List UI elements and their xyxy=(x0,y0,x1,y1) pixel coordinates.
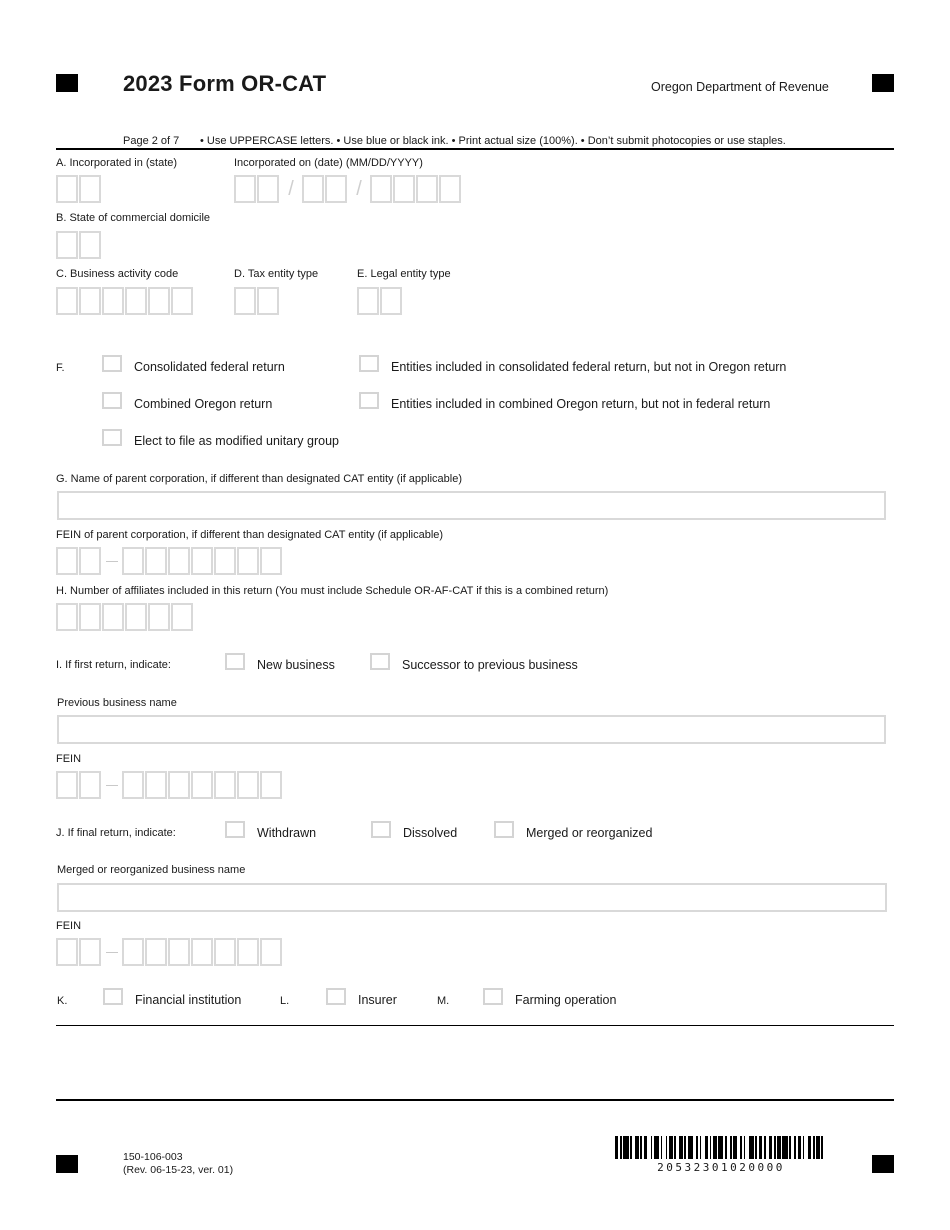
financial-institution-checkbox[interactable] xyxy=(103,988,123,1005)
section-l-label: L. xyxy=(280,995,290,1007)
registration-mark-bottom-left xyxy=(56,1155,78,1173)
date-separator: / xyxy=(356,178,362,200)
commercial-domicile-input[interactable] xyxy=(56,231,102,259)
modified-unitary-label: Elect to file as modified unitary group xyxy=(134,434,339,448)
parent-fein-label: FEIN of parent corporation, if different than designated CAT entity (if applicable) xyxy=(56,529,444,541)
parent-fein-input[interactable] xyxy=(56,547,283,575)
merged-reorganized-label: Merged or reorganized xyxy=(526,826,653,840)
registration-mark-top-left xyxy=(56,74,78,92)
previous-business-name-input[interactable] xyxy=(57,715,886,744)
business-activity-code-label: C. Business activity code xyxy=(56,268,179,280)
form-revision: (Rev. 06-15-23, ver. 01) xyxy=(123,1164,234,1176)
barcode xyxy=(615,1136,827,1159)
successor-business-label: Successor to previous business xyxy=(402,658,578,672)
modified-unitary-checkbox[interactable] xyxy=(102,429,122,446)
registration-mark-top-right xyxy=(872,74,894,92)
form-number: 150-106-003 xyxy=(123,1151,183,1163)
merged-fein-input[interactable] xyxy=(56,938,283,966)
business-activity-code-input[interactable] xyxy=(56,287,194,315)
entities-consolidated-label: Entities included in consolidated federal return, but not in Oregon return xyxy=(391,360,787,374)
commercial-domicile-label: B. State of commercial domicile xyxy=(56,212,211,224)
consolidated-federal-label: Consolidated federal return xyxy=(134,360,285,374)
first-return-label: I. If first return, indicate: xyxy=(56,659,171,671)
affiliates-count-label: H. Number of affiliates included in this return (You must include Schedule OR-AF-CAT if this is a combined return) xyxy=(56,585,609,597)
affiliates-count-input[interactable] xyxy=(56,603,194,631)
combined-oregon-label: Combined Oregon return xyxy=(134,397,273,411)
section-f-label: F. xyxy=(56,362,65,374)
section-k-label: K. xyxy=(57,995,68,1007)
barcode-bar xyxy=(823,1136,826,1159)
incorporated-date-input[interactable] xyxy=(234,175,462,203)
legal-entity-type-input[interactable] xyxy=(357,287,403,315)
withdrawn-checkbox[interactable] xyxy=(225,821,245,838)
entities-combined-checkbox[interactable] xyxy=(359,392,379,409)
tax-entity-type-input[interactable] xyxy=(234,287,280,315)
registration-mark-bottom-right xyxy=(872,1155,894,1173)
legal-entity-type-label: E. Legal entity type xyxy=(357,268,451,280)
dissolved-checkbox[interactable] xyxy=(371,821,391,838)
entities-combined-label: Entities included in combined Oregon return, but not in federal return xyxy=(391,397,771,411)
date-separator: / xyxy=(288,178,294,200)
merged-fein-label: FEIN xyxy=(56,920,82,932)
section-m-label: M. xyxy=(437,995,450,1007)
new-business-label: New business xyxy=(257,658,335,672)
section-end-rule xyxy=(56,1025,894,1026)
final-return-label: J. If final return, indicate: xyxy=(56,827,176,839)
merged-reorganized-checkbox[interactable] xyxy=(494,821,514,838)
entities-consolidated-checkbox[interactable] xyxy=(359,355,379,372)
instructions: • Use UPPERCASE letters. • Use blue or black ink. • Print actual size (100%). • Don’t submit photocopies or use staples. xyxy=(200,135,786,147)
barcode-number: 20532301020000 xyxy=(657,1161,785,1174)
parent-corporation-name-label: G. Name of parent corporation, if different than designated CAT entity (if applicable) xyxy=(56,473,463,485)
insurer-checkbox[interactable] xyxy=(326,988,346,1005)
header-rule xyxy=(56,148,894,150)
department-name: Oregon Department of Revenue xyxy=(651,80,829,94)
previous-fein-input[interactable] xyxy=(56,771,283,799)
withdrawn-label: Withdrawn xyxy=(257,826,317,840)
tax-entity-type-label: D. Tax entity type xyxy=(234,268,319,280)
page-number: Page 2 of 7 xyxy=(123,135,180,147)
incorporated-date-label: Incorporated on (date) (MM/DD/YYYY) xyxy=(234,157,423,169)
previous-business-name-label: Previous business name xyxy=(57,697,177,709)
combined-oregon-checkbox[interactable] xyxy=(102,392,122,409)
form-title: 2023 Form OR-CAT xyxy=(123,71,327,96)
incorporated-state-label: A. Incorporated in (state) xyxy=(56,157,178,169)
farming-operation-label: Farming operation xyxy=(515,993,617,1007)
farming-operation-checkbox[interactable] xyxy=(483,988,503,1005)
merged-business-name-label: Merged or reorganized business name xyxy=(57,864,246,876)
footer-rule xyxy=(56,1099,894,1101)
consolidated-federal-checkbox[interactable] xyxy=(102,355,122,372)
financial-institution-label: Financial institution xyxy=(135,993,242,1007)
insurer-label: Insurer xyxy=(358,993,397,1007)
dissolved-label: Dissolved xyxy=(403,826,458,840)
parent-corporation-name-input[interactable] xyxy=(57,491,886,520)
incorporated-state-input[interactable] xyxy=(56,175,102,203)
previous-fein-label: FEIN xyxy=(56,753,82,765)
merged-business-name-input[interactable] xyxy=(57,883,887,912)
successor-business-checkbox[interactable] xyxy=(370,653,390,670)
new-business-checkbox[interactable] xyxy=(225,653,245,670)
